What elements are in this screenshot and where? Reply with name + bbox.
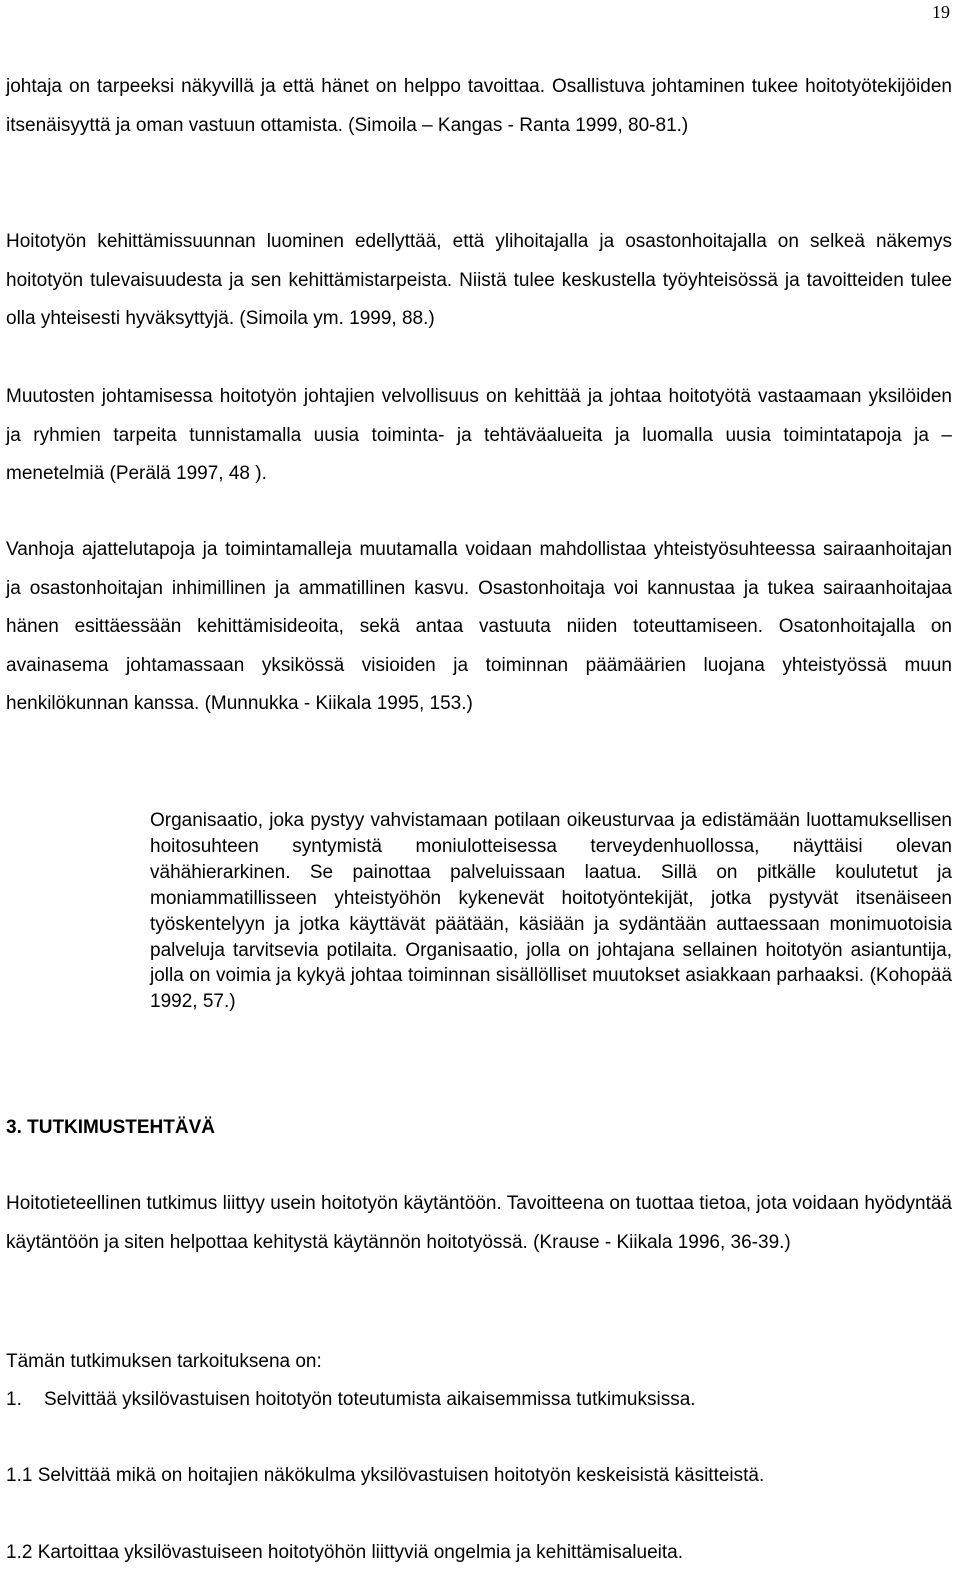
paragraph-old-thinking: Vanhoja ajattelutapoja ja toimintamalleja muutamalla voidaan mahdollistaa yhteistyösuhteessa sairaanhoitajan ja osastonhoitajan inhimillinen ja ammatillinen kasvu. Osastonhoitaja voi kannustaa ja tukea sairaanhoitajaa hänen esittäessään kehittämisideoita, sekä antaa vastuuta niiden toteuttamiseen. Osatonhoitajalla on avainasema johtamassaan yksikössä visioiden ja toiminnan päämäärien luojana yhteistyössä muun henkilökunnan kanssa. (Munnukka - Kiikala 1995, 153.) (6, 539, 952, 714)
task-text: Selvittää yksilövastuisen hoitotyön toteutumista aikaisemmissa tutkimuksissa. (44, 1389, 696, 1410)
task-item-1-2: 1.2 Kartoittaa yksilövastuiseen hoitotyöhön liittyviä ongelmia ja kehittämisalueita. (6, 1542, 683, 1563)
paragraph-development-direction: Hoitotyön kehittämissuunnan luominen edellyttää, että ylihoitajalla ja osastonhoitajalla on selkeä näkemys hoitotyön tulevaisuudesta ja sen kehittämistarpeista. Niistä tulee keskustella työyhteisössä ja tavoitteiden tulee olla yhteisesti hyväksyttyjä. (Simoila ym. 1999, 88.) (6, 231, 952, 329)
section-heading: 3. TUTKIMUSTEHTÄVÄ (6, 1117, 215, 1138)
task-number: 1. (6, 1389, 22, 1410)
paragraph-leadership: johtaja on tarpeeksi näkyvillä ja että hänet on helppo tavoittaa. Osallistuva johtaminen tukee hoitotyötekijöiden itsenäisyyttä ja oman vastuun ottamista. (Simoila – Kangas - Ranta 1999, 80-81.) (6, 76, 952, 136)
block-quote: Organisaatio, joka pystyy vahvistamaan potilaan oikeusturvaa ja edistämään luottamuksellisen hoitosuhteen syntymistä moniulotteisessa terveydenhuollossa, näyttäisi olevan vähähierarkinen. Se painottaa palveluissaan laatua. Sillä on pitkälle koulutetut ja moniammatillisseen yhteistyöhön kykenevät hoitotyöntekijät, jotka pystyvät itsenäiseen työskentelyyn ja jotka käyttävät päätään, käsiään ja sydäntään auttaessaan monimuotoisia palveluja tarvitsevia potilaita. Organisaatio, jolla on johtajana sellainen hoitotyön asiantuntija, jolla on voimia ja kykyä johtaa toiminnan sisällölliset muutokset asiakkaan parhaaksi. (Kohopää 1992, 57.) (150, 810, 952, 1013)
page-number: 19 (932, 2, 950, 22)
task-item-1-1: 1.1 Selvittää mikä on hoitajien näkökulma yksilövastuisen hoitotyön keskeisistä käsitteistä. (6, 1465, 765, 1486)
section-paragraph: Hoitotieteellinen tutkimus liittyy usein hoitotyön käytäntöön. Tavoitteena on tuottaa tietoa, jota voidaan hyödyntää käytäntöön ja siten helpottaa kehitystä käytännön hoitotyössä. (Krause - Kiikala 1996, 36-39.) (6, 1193, 952, 1253)
paragraph-change-management: Muutosten johtamisessa hoitotyön johtajien velvollisuus on kehittää ja johtaa hoitotyötä vastaamaan yksilöiden ja ryhmien tarpeita tunnistamalla uusia toiminta- ja tehtäväalueita ja luomalla uusia toimintatapoja ja –menetelmiä (Perälä 1997, 48 ). (6, 386, 952, 484)
task-item-1 (6, 1388, 696, 1412)
purpose-intro: Tämän tutkimuksen tarkoituksena on: (6, 1351, 322, 1372)
